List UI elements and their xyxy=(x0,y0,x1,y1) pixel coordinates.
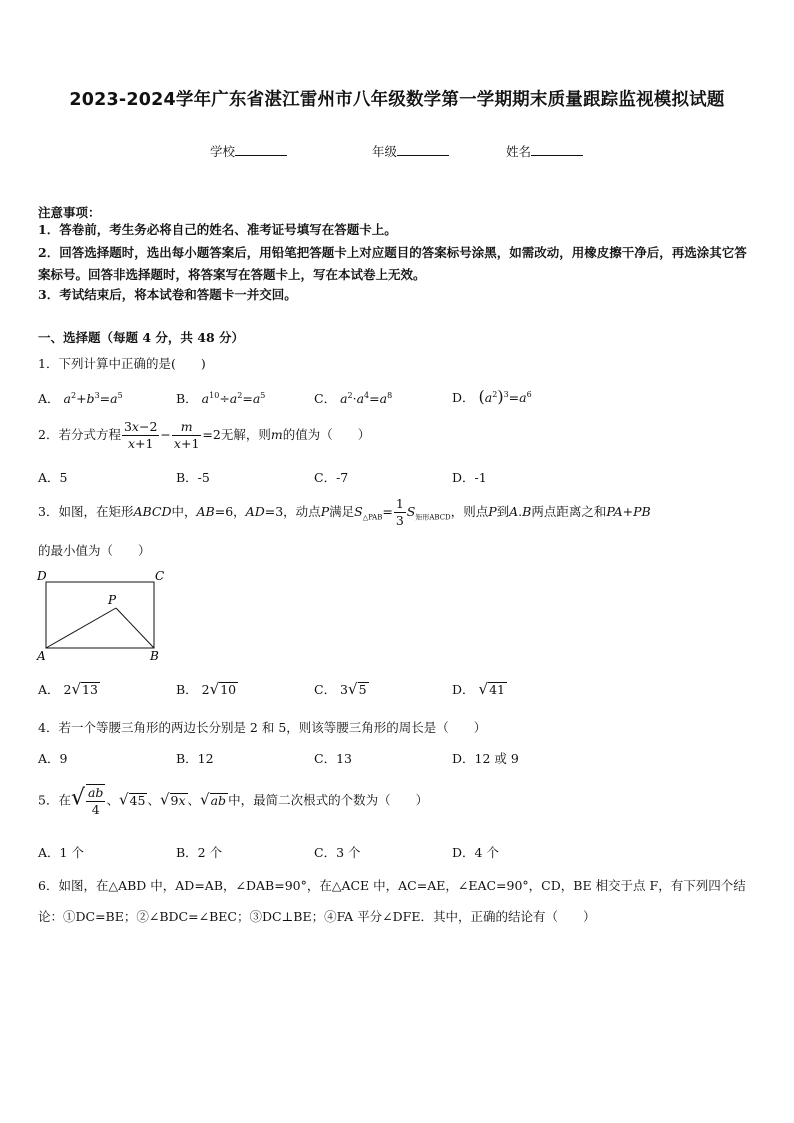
segment-pb xyxy=(116,608,154,648)
label-d: D xyxy=(37,569,47,583)
q3-option-c: C． 3√5 xyxy=(314,680,367,698)
label-c: C xyxy=(155,569,165,583)
q4-option-c: C．13 xyxy=(314,751,352,766)
name-blank xyxy=(531,145,583,156)
notice-item-3: 3．考试结束后，将本试卷和答题卡一并交回。 xyxy=(38,287,297,302)
q3-option-d: D． √41 xyxy=(452,680,505,698)
q3-option-a: A． 2√13 xyxy=(38,680,98,698)
q6-stem: 6．如图，在△ABD 中，AD=AB，∠DAB=90°，在△ACE 中，AC=AE，∠EAC=90°，CD，BE 相交于点 F，有下列四个结论：①DC=BE；②∠BDC=∠BEC；③DC⊥BE；④FA 平分∠DFE．其中，正确的结论有（ ） xyxy=(38,878,746,924)
school-blank xyxy=(235,145,287,156)
notice-heading: 注意事项： xyxy=(38,205,101,220)
q5-option-c: C．3 个 xyxy=(314,845,361,860)
q1-option-a: A． $a^2+b^3=a^5$ xyxy=(38,390,123,406)
school-label: 学校 xyxy=(210,144,236,159)
name-field xyxy=(506,142,583,160)
q4-option-b: B．12 xyxy=(176,751,214,766)
q3-stem: 3．如图，在矩形ABCD中，AB=6，AD=3，动点P满足$S_{\triangle PAB}=$ $\frac{1}{3}$ $S_{矩形ABCD}$，则点P到A.B两点距离之和PA+PB xyxy=(38,496,651,528)
q4-option-d: D．12 或 9 xyxy=(452,751,519,766)
exam-title: 2023-2024学年广东省湛江雷州市八年级数学第一学期期末质量跟踪监视模拟试题 xyxy=(69,90,725,110)
q1-option-d: D． $(a^2)^3=a^6$ xyxy=(452,387,532,406)
grade-field xyxy=(372,142,449,160)
q1-stem: 1．下列计算中正确的是( ) xyxy=(38,356,206,371)
grade-blank xyxy=(397,145,449,156)
q3-stem-line2: 的最小值为（ ） xyxy=(38,543,151,558)
name-label: 姓名 xyxy=(506,144,532,159)
label-p: P xyxy=(108,593,117,607)
segment-pa xyxy=(46,608,116,648)
q2-option-b: B．-5 xyxy=(176,470,210,485)
q1-option-c: C． $a^2\cdot a^4=a^8$ xyxy=(314,390,393,406)
notice-item-1: 1．答卷前，考生务必将自己的姓名、准考证号填写在答题卡上。 xyxy=(38,222,397,237)
section-heading: 一、选择题（每题 4 分，共 48 分） xyxy=(38,330,245,345)
q3-rectangle-diagram xyxy=(36,566,176,666)
school-field xyxy=(210,142,287,160)
rectangle-abcd xyxy=(46,582,154,648)
notice-item-2: 2．回答选择题时，选出每小题答案后，用铅笔把答题卡上对应题目的答案标号涂黑，如需改动，用橡皮擦干净后，再选涂其它答案标号。回答非选择题时，将答案写在答题卡上，写在本试卷上无效。 xyxy=(38,245,747,282)
grade-label: 年级 xyxy=(372,144,398,159)
label-a: A xyxy=(37,649,46,663)
label-b: B xyxy=(150,649,159,663)
q5-option-a: A．1 个 xyxy=(38,845,84,860)
q4-stem: 4．若一个等腰三角形的两边长分别是 2 和 5，则该等腰三角形的周长是（ ） xyxy=(38,720,487,735)
q3-option-b: B． 2√10 xyxy=(176,680,237,698)
q2-option-d: D．-1 xyxy=(452,470,487,485)
q2-option-c: C．-7 xyxy=(314,470,349,485)
q1-option-b: B． $a^{10}\div a^2=a^5$ xyxy=(176,390,266,406)
q2-option-a: A．5 xyxy=(38,470,68,485)
q4-option-a: A．9 xyxy=(38,751,68,766)
q2-stem: 2．若分式方程 $\frac{3x-2}{x+1}$ − $\frac{m}{x+1}$ =2无解，则m的值为（ ） xyxy=(38,419,371,451)
q5-option-b: B．2 个 xyxy=(176,845,223,860)
q5-option-d: D．4 个 xyxy=(452,845,499,860)
q5-stem: 5．在√ $\frac{ab}{4}$ 、√45 、√9x 、√ab 中，最简二次根式的个数为（ ） xyxy=(38,785,429,817)
